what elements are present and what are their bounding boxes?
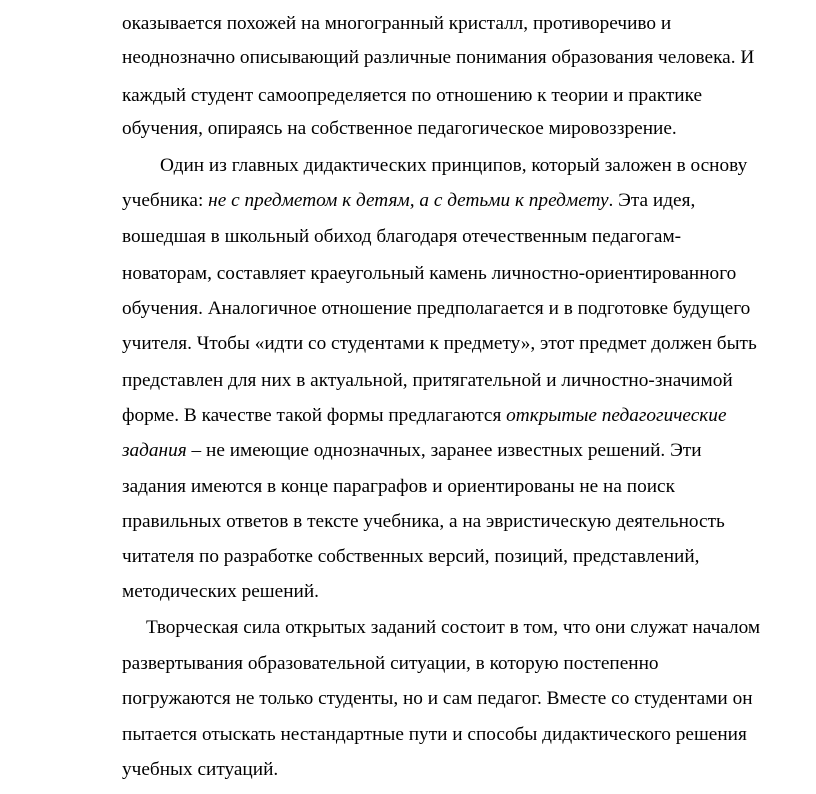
text-segment: читателя по разработке собственных версий, позиций, представлений, (122, 546, 700, 567)
text-line (122, 475, 675, 499)
text-line (122, 332, 757, 356)
text-segment: оказывается похожей на многогранный кристалл, противоречиво и (122, 13, 672, 34)
text-segment: развертывания образовательной ситуации, в которую постепенно (122, 653, 659, 674)
text-line (122, 189, 695, 213)
italic-emphasis: задания (122, 440, 187, 461)
text-segment: неоднозначно описывающий различные понимания образования человека. И (122, 47, 755, 68)
text-segment: обучения, опираясь на собственное педагогическое мировоззрение. (122, 118, 677, 139)
text-line (122, 84, 702, 108)
italic-emphasis: открытые педагогические (506, 405, 727, 426)
text-line (122, 545, 699, 569)
text-segment: вошедшая в школьный обиход благодаря отечественным педагогам- (122, 226, 682, 247)
text-line (146, 616, 760, 640)
text-line (122, 439, 702, 463)
text-line (122, 369, 733, 393)
text-segment: – не имеющие однозначных, заранее известных решений. Эти (186, 440, 702, 461)
text-segment: учителя. Чтобы «идти со студентами к предмету», этот предмет должен быть (122, 333, 757, 354)
text-segment: погружаются не только студенты, но и сам педагог. Вместе со студентами он (122, 688, 753, 709)
text-line (122, 580, 319, 604)
text-segment: Один из главных дидактических принципов, который заложен в основу (160, 155, 748, 176)
text-line (122, 46, 754, 70)
text-line (122, 117, 677, 141)
text-segment: новаторам, составляет краеугольный камень личностно-ориентированного (122, 263, 737, 284)
text-segment: задания имеются в конце параграфов и ориентированы не на поиск (122, 476, 675, 497)
text-line (122, 404, 727, 428)
text-line (122, 652, 659, 676)
text-segment: форме. В качестве такой формы предлагаются (122, 405, 507, 426)
italic-emphasis: не с предметом к детям, а с детьми к предмету (208, 190, 609, 211)
text-line (160, 154, 747, 178)
text-line (122, 758, 278, 782)
text-line (122, 225, 681, 249)
text-line (122, 687, 753, 711)
text-line (122, 12, 671, 36)
text-segment: учебника: (122, 190, 209, 211)
text-segment: представлен для них в актуальной, притягательной и личностно-значимой (122, 370, 733, 391)
text-line (122, 297, 750, 321)
text-line (122, 510, 725, 534)
text-line (122, 262, 736, 286)
text-segment: каждый студент самоопределяется по отношению к теории и практике (122, 85, 703, 106)
text-segment: Творческая сила открытых заданий состоит в том, что они служат началом (146, 617, 761, 638)
text-segment: правильных ответов в тексте учебника, а на эвристическую деятельность (122, 511, 725, 532)
text-segment: обучения. Аналогичное отношение предполагается и в подготовке будущего (122, 298, 751, 319)
text-line (122, 723, 747, 747)
text-segment: методических решений. (122, 581, 319, 602)
text-segment: пытается отыскать нестандартные пути и способы дидактического решения (122, 724, 747, 745)
text-segment: . Эта идея, (608, 190, 696, 211)
text-segment: учебных ситуаций. (122, 759, 279, 780)
